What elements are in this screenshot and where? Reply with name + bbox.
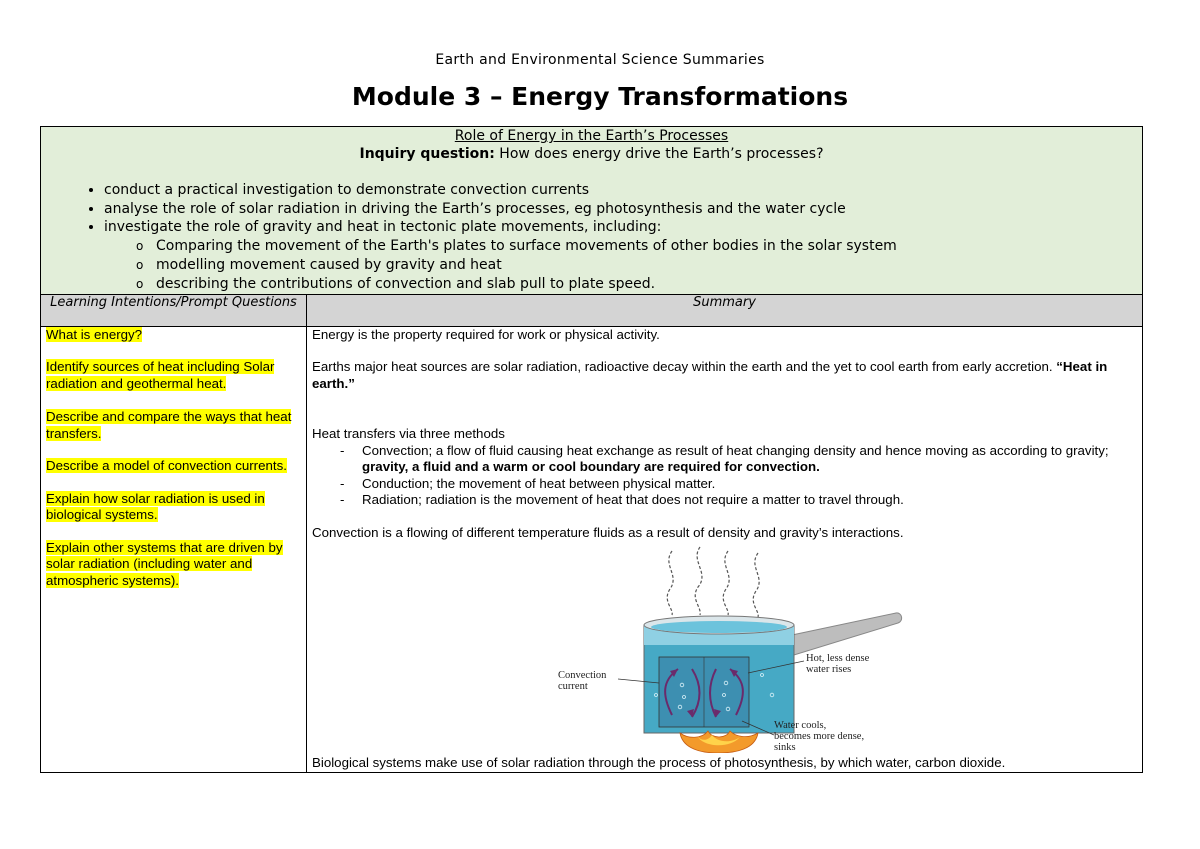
- steam-wisp: [695, 547, 702, 615]
- inquiry-sub-bullet: o Comparing the movement of the Earth's plates to surface movements of other bodies in the solar system: [156, 237, 1137, 256]
- inquiry-sub-list: [104, 237, 1137, 294]
- summary-energy: Energy is the property required for work or physical activity.: [312, 326, 660, 342]
- intention-item: Explain other systems that are driven by solar radiation (including water and atmospheric systems).: [46, 539, 283, 588]
- steam-wisp: [667, 551, 673, 615]
- intention-item: Explain how solar radiation is used in biological systems.: [46, 490, 265, 522]
- inquiry-panel: [41, 127, 1143, 295]
- inquiry-question-label: Inquiry question:: [359, 146, 495, 162]
- heat-transfer-item: - Conduction; the movement of heat between physical matter.: [362, 476, 1137, 493]
- heat-transfer-list: [312, 443, 1137, 509]
- inquiry-question: [46, 145, 1137, 163]
- inquiry-topic: Role of Energy in the Earth’s Processes: [454, 128, 729, 144]
- inquiry-sub-bullet: o describing the contributions of convection and slab pull to plate speed.: [156, 275, 1137, 294]
- document-title: Module 3 – Energy Transformations: [351, 82, 849, 111]
- label-rises: water rises: [806, 664, 852, 675]
- label-current: current: [558, 681, 588, 692]
- intention-item: What is energy?: [46, 326, 143, 342]
- inquiry-sub-bullet: o modelling movement caused by gravity and heat: [156, 256, 1137, 275]
- convection-item-text: Convection; a flow of fluid causing heat exchange as result of heat changing density and hence moving as according to gravity;: [362, 442, 1109, 458]
- column-header-row: [41, 294, 1143, 326]
- water-top: [651, 621, 787, 633]
- content-row: [41, 326, 1143, 772]
- column-header-intentions: Learning Intentions/Prompt Questions: [41, 294, 307, 326]
- inquiry-bullet: • conduct a practical investigation to demonstrate convection currents: [104, 181, 1137, 200]
- label-cools: Water cools,: [774, 720, 827, 731]
- inquiry-question-text: How does energy drive the Earth’s processes?: [499, 146, 824, 162]
- inquiry-row: [41, 127, 1143, 295]
- intention-item: Identify sources of heat including Solar radiation and geothermal heat.: [46, 359, 275, 391]
- summary-table: [40, 126, 1143, 773]
- convection-item-bold: gravity, a fluid and a warm or cool boundary are required for convection.: [362, 459, 820, 474]
- summary-heat-sources: [312, 359, 1137, 392]
- label-sinks: sinks: [774, 742, 796, 753]
- summary-cell: [307, 326, 1143, 772]
- label-convection: Convection: [558, 670, 607, 681]
- inquiry-bullet-list: [46, 181, 1137, 294]
- intention-item: Describe and compare the ways that heat transfers.: [46, 409, 292, 441]
- column-header-summary: Summary: [307, 294, 1143, 326]
- steam-wisp: [753, 553, 759, 617]
- steam-wisp: [723, 551, 729, 615]
- document-header: Earth and Environmental Science Summaries: [435, 52, 765, 68]
- heat-transfer-item: - Radiation; radiation is the movement of heat that does not require a matter to travel through.: [362, 492, 1137, 509]
- pot-handle: [792, 613, 902, 655]
- intentions-cell: [41, 326, 307, 772]
- summary-heat-quote: “Heat in earth.”: [312, 359, 1108, 391]
- summary-transfer-intro: Heat transfers via three methods: [312, 426, 505, 441]
- label-dense: becomes more dense,: [774, 731, 865, 742]
- summary-convection-definition: Convection is a flowing of different temperature fluids as a result of density and gravity’s interactions.: [312, 524, 904, 540]
- summary-biological: Biological systems make use of solar radiation through the process of photosynthesis, by which water, carbon dioxide.: [312, 755, 1006, 770]
- inquiry-bullet-text: investigate the role of gravity and heat in tectonic plate movements, including:: [104, 219, 662, 235]
- inquiry-bullet: • analyse the role of solar radiation in driving the Earth’s processes, eg photosynthesis and the water cycle: [104, 200, 1137, 219]
- convection-pot-diagram: [522, 545, 922, 753]
- heat-transfer-item: [362, 443, 1137, 476]
- inquiry-bullet: [104, 218, 1137, 294]
- summary-heat-sources-text: Earths major heat sources are solar radiation, radioactive decay within the earth and the yet to cool earth from early accretion.: [312, 359, 1053, 374]
- intention-item: Describe a model of convection currents.: [46, 458, 287, 473]
- label-hot: Hot, less dense: [806, 653, 870, 664]
